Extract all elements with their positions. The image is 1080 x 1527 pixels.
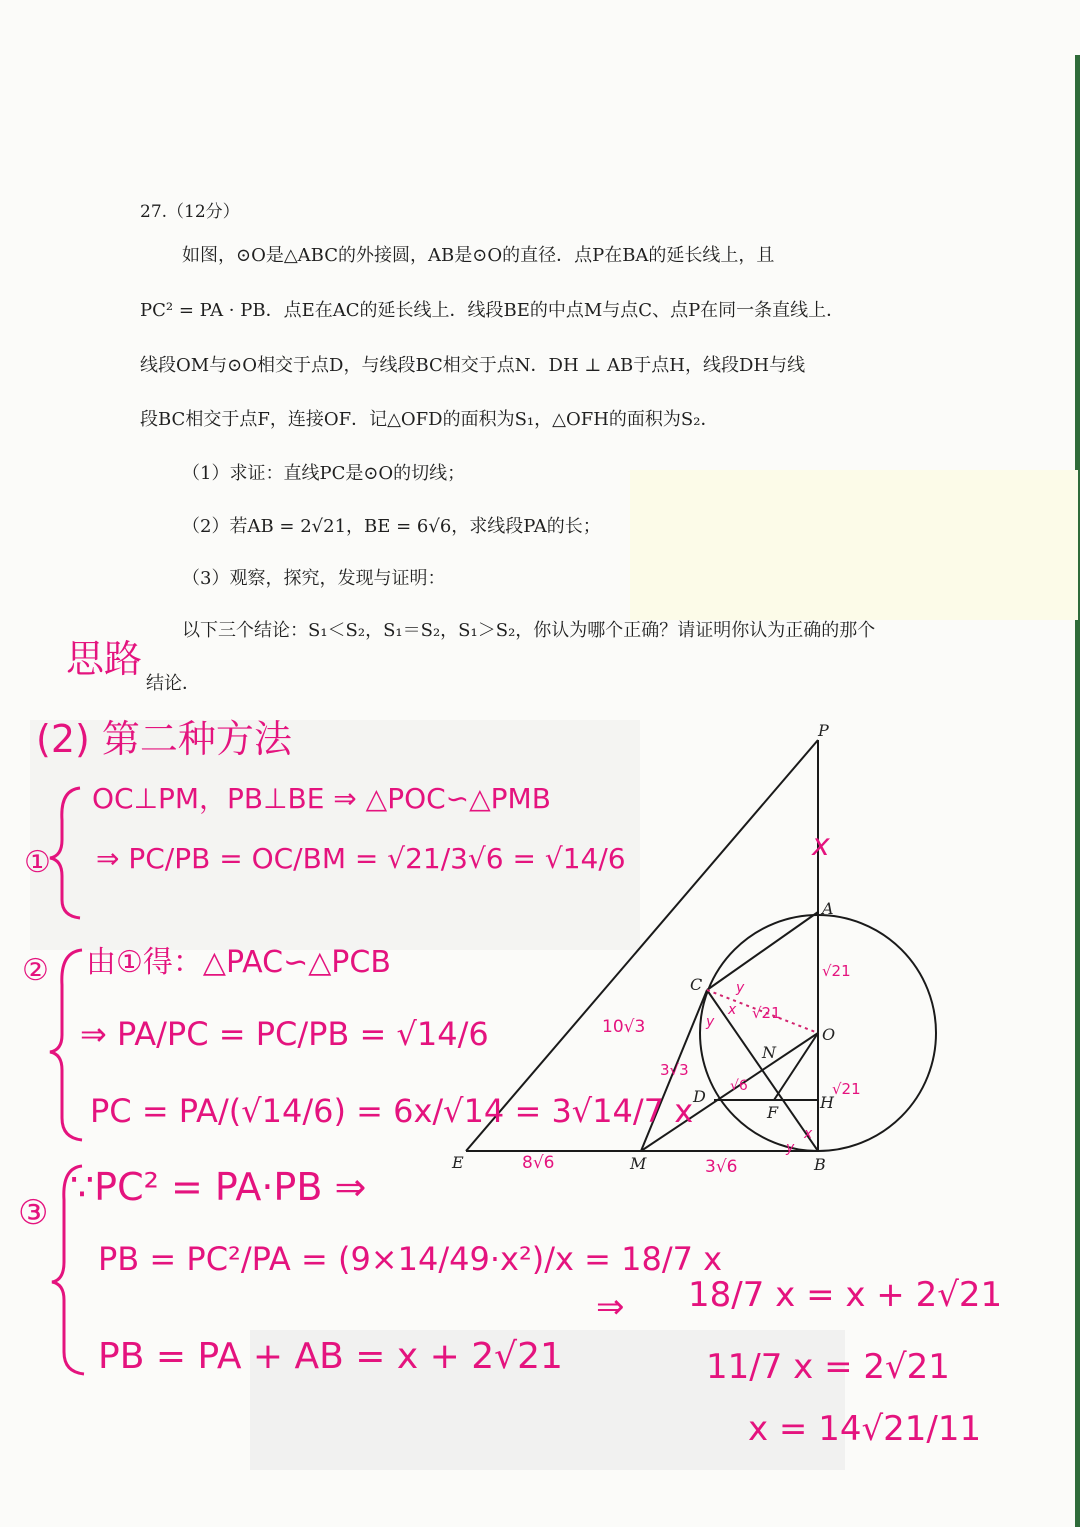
label-n: N xyxy=(762,1043,776,1062)
implies-arrow: ⇒ xyxy=(596,1287,625,1327)
problem-stem-line: 线段OM与⊙O相交于点D，与线段BC相交于点N．DH ⊥ AB于点H，线段DH与线 xyxy=(140,355,806,376)
label-h: H xyxy=(820,1093,834,1112)
sub-question-1: （1）求证：直线PC是⊙O的切线； xyxy=(182,463,466,484)
label-d: D xyxy=(693,1087,706,1106)
label-e: E xyxy=(452,1153,464,1172)
annotation-y: y xyxy=(736,980,745,996)
segment-ca xyxy=(707,912,818,990)
sub-question-3-text: 结论． xyxy=(146,673,200,694)
label-p: P xyxy=(818,721,829,740)
problem-stem-line: PC² = PA · PB．点E在AC的延长线上．线段BE的中点M与点C、点P在同一条直线上． xyxy=(140,300,845,321)
annotation-sqrt21: √21 xyxy=(822,962,851,980)
label-m: M xyxy=(630,1154,647,1173)
annotation-y: y xyxy=(786,1140,795,1156)
solve-line1: 18/7 x = x + 2√21 xyxy=(688,1275,1003,1315)
step3-line3: PB = PA + AB = x + 2√21 xyxy=(98,1336,563,1377)
label-o: O xyxy=(822,1025,836,1044)
annotation-x: x xyxy=(812,828,830,863)
label-b: B xyxy=(814,1155,826,1174)
handwritten-solution xyxy=(18,637,1002,1449)
annotation-3sqrt3: 3√3 xyxy=(660,1061,689,1079)
brace xyxy=(50,788,80,918)
step-marker-1: ① xyxy=(24,845,51,880)
label-a: A xyxy=(822,899,834,918)
method-title: (2) 第二种方法 xyxy=(36,717,292,761)
step2-line3: PC = PA/(√14/6) = 6x/√14 = 3√14/7 x xyxy=(90,1092,694,1130)
step3-line2: PB = PC²/PA = (9×14/49·x²)/x = 18/7 x xyxy=(98,1240,723,1278)
solve-line3: x = 14√21/11 xyxy=(748,1409,982,1449)
step2-line1: 由①得：△PAC∽△PCB xyxy=(86,945,391,980)
annotation-x: x xyxy=(728,1002,737,1018)
problem-stem-line: 如图，⊙O是△ABC的外接圆，AB是⊙O的直径．点P在BA的延长线上，且 xyxy=(182,245,775,266)
problem-stem-line: 段BC相交于点F，连接OF．记△OFD的面积为S₁，△OFH的面积为S₂． xyxy=(140,409,719,430)
annotation-10sqrt3: 10√3 xyxy=(602,1017,646,1037)
annotation-x: x xyxy=(804,1126,813,1142)
annotation-y: y xyxy=(706,1014,715,1030)
sub-question-3-text: 以下三个结论：S₁＜S₂，S₁＝S₂，S₁＞S₂，你认为哪个正确？请证明你认为正确的那个 xyxy=(182,620,876,641)
annotation-3sqrt6: 3√6 xyxy=(705,1157,738,1177)
annotation-sqrt21: √21 xyxy=(832,1080,861,1098)
step1-line2: ⇒ PC/PB = OC/BM = √21/3√6 = √14/6 xyxy=(96,842,626,875)
step1-line1: OC⊥PM，PB⊥BE ⇒ △POC∽△PMB xyxy=(92,782,551,815)
solve-line2: 11/7 x = 2√21 xyxy=(706,1347,950,1387)
annotation-sqrt6: √6 xyxy=(730,1078,748,1094)
annotation-8sqrt6: 8√6 xyxy=(522,1153,555,1173)
annotation-sqrt21: √21 xyxy=(752,1004,781,1022)
step-marker-2: ② xyxy=(22,953,49,988)
heading-silu: 思路 xyxy=(66,637,143,681)
label-c: C xyxy=(690,975,703,994)
label-f: F xyxy=(767,1103,779,1122)
step3-line1: ∵PC² = PA·PB ⇒ xyxy=(70,1165,367,1209)
sub-question-2: （2）若AB = 2√21，BE = 6√6，求线段PA的长； xyxy=(182,516,601,537)
step-marker-3: ③ xyxy=(18,1193,49,1233)
sub-question-3: （3）观察，探究，发现与证明： xyxy=(182,568,446,589)
brace xyxy=(50,950,82,1140)
step2-line2: ⇒ PA/PC = PC/PB = √14/6 xyxy=(80,1015,489,1053)
segment-of xyxy=(774,1033,818,1100)
question-number: 27.（12分） xyxy=(140,202,240,222)
